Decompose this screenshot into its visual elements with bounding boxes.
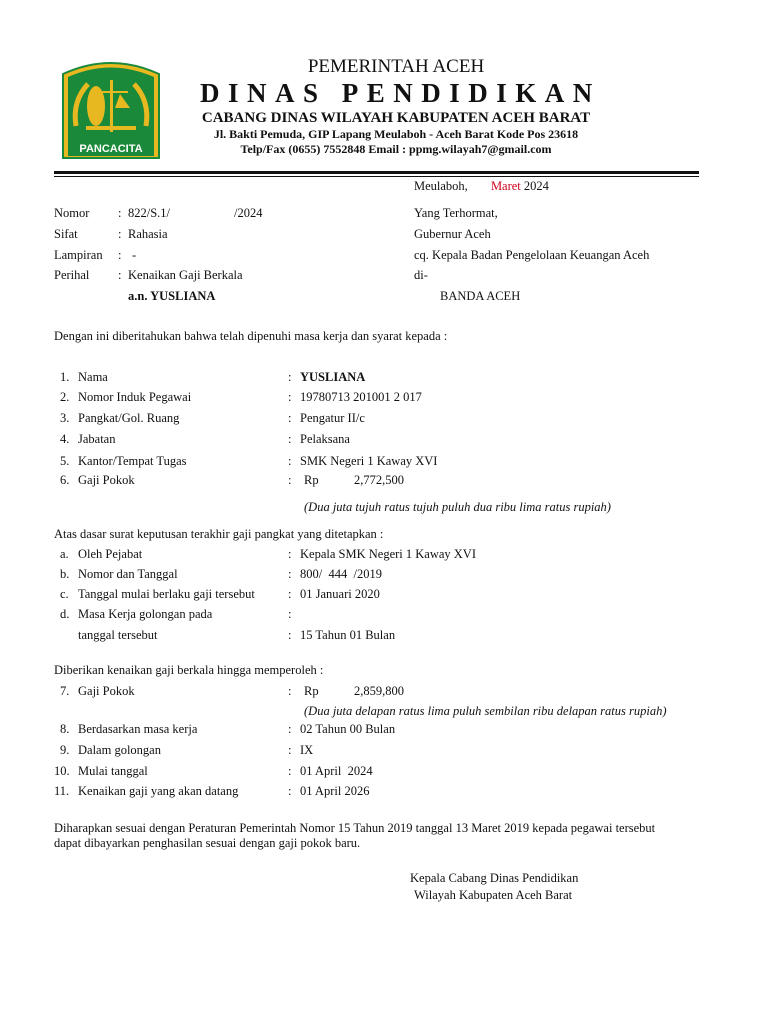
date-month: Maret [490,179,521,193]
office-address: Jl. Bakti Pemuda, GIP Lapang Meulaboh - Aceh Barat Kode Pos 23618 [213,127,579,141]
field-label: Mulai tanggal [78,764,148,778]
salary-in-words-new: (Dua juta delapan ratus lima puluh sembilan ribu delapan ratus rupiah) [304,704,667,718]
field-label: Masa Kerja golongan pada [78,607,213,621]
field-label: Berdasarkan masa kerja [78,722,198,736]
recipient-greeting: Yang Terhormat, [414,206,498,220]
meta-label: Sifat [54,227,78,241]
employee-position: Pelaksana [300,432,350,446]
date-year: 2024 [523,179,549,193]
field-label: Oleh Pejabat [78,547,143,561]
signatory-title: Kepala Cabang Dinas Pendidikan [410,871,579,885]
recipient-city: BANDA ACEH [440,289,521,303]
meta-label: Perihal [54,268,90,282]
service-period-old: 15 Tahun 01 Bulan [300,628,396,642]
service-period-new: 02 Tahun 00 Bulan [300,722,396,736]
basis-intro: Atas dasar surat keputusan terakhir gaji pangkat yang ditetapkan : [54,527,384,541]
recipient-cq: cq. Kepala Badan Pengelolaan Keuangan Aceh [414,248,650,262]
header-rule-thin [54,176,699,177]
field-label: Dalam golongan [78,743,161,757]
currency: Rp [304,684,319,698]
employee-nip: 19780713 201001 2 017 [300,390,422,404]
grade: IX [300,743,314,757]
field-label: Nomor Induk Pegawai [78,390,192,404]
logo-text: PANCACITA [79,143,143,155]
employee-office: SMK Negeri 1 Kaway XVI [300,454,438,468]
office-contact: Telp/Fax (0655) 7552848 Email : ppmg.wilayah7@gmail.com [240,142,552,156]
field-label: Pangkat/Gol. Ruang [78,411,180,425]
meta-label: Nomor [54,206,90,220]
field-label: Tanggal mulai berlaku gaji tersebut [78,587,255,601]
closing-line-1: Diharapkan sesuai dengan Peraturan Pemerintah Nomor 15 Tahun 2019 tanggal 13 Maret 2019 kepada pegawai tersebut [54,821,656,835]
department-name: DINAS PENDIDIKAN [200,78,601,108]
pancacita-logo [58,46,164,162]
letter-number-year: /2024 [234,206,263,220]
field-label: tanggal tersebut [78,628,158,642]
letter-number: 822/S.1/ [128,206,171,220]
field-label: Nama [78,370,108,384]
subject-name: a.n. YUSLIANA [128,289,216,303]
field-label: Nomor dan Tanggal [78,567,178,581]
letter-nature: Rahasia [128,227,168,241]
base-salary-old: 2,772,500 [354,473,404,487]
recipient-di: di- [414,268,428,282]
meta-label: Lampiran [54,248,103,262]
effective-date-new: 01 April 2024 [300,764,373,778]
decree-number: 800/ 444 /2019 [300,567,382,581]
field-label: Kenaikan gaji yang akan datang [78,784,239,798]
recipient-to: Gubernur Aceh [414,227,491,241]
field-label: Jabatan [78,432,116,446]
effective-date-old: 01 Januari 2020 [300,587,380,601]
branch-name: CABANG DINAS WILAYAH KABUPATEN ACEH BARAT [201,110,591,126]
field-label: Gaji Pokok [78,684,135,698]
raise-intro: Diberikan kenaikan gaji berkala hingga memperoleh : [54,663,324,677]
signatory-region: Wilayah Kabupaten Aceh Barat [414,888,573,902]
employee-rank: Pengatur II/c [300,411,365,425]
letter-date [414,179,549,194]
field-label: Kantor/Tempat Tugas [78,454,187,468]
currency: Rp [304,473,319,487]
salary-in-words-old: (Dua juta tujuh ratus tujuh puluh dua ribu lima ratus rupiah) [304,500,611,514]
header-rule-thick [54,171,699,174]
letter-attachment: - [132,248,137,262]
issuing-official: Kepala SMK Negeri 1 Kaway XVI [300,547,476,561]
closing-line-2: dapat dibayarkan penghasilan sesuai dengan gaji pokok baru. [54,836,361,850]
employee-name: YUSLIANA [300,370,366,384]
field-label: Gaji Pokok [78,473,135,487]
base-salary-new: 2,859,800 [354,684,404,698]
letter-subject: Kenaikan Gaji Berkala [128,268,243,282]
intro-text: Dengan ini diberitahukan bahwa telah dipenuhi masa kerja dan syarat kepada : [54,329,448,343]
date-place: Meulaboh, [414,179,468,193]
government-name: PEMERINTAH ACEH [307,56,485,77]
next-raise-date: 01 April 2026 [300,784,370,798]
